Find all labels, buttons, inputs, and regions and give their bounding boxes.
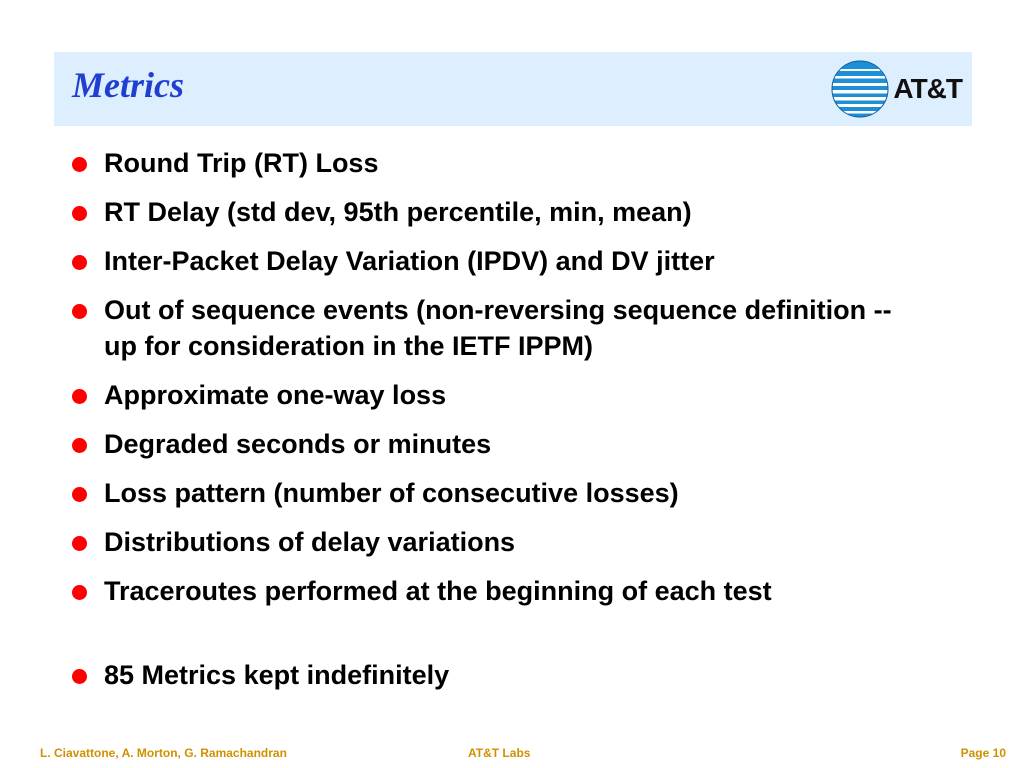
bullet-dot-icon <box>72 487 87 502</box>
bullet-text: Approximate one-way loss <box>104 380 447 410</box>
bullet-item <box>70 194 970 230</box>
bullet-item <box>70 377 970 413</box>
bullet-dot-icon <box>72 206 87 221</box>
bullet-item <box>70 573 970 609</box>
footer-authors: L. Ciavattone, A. Morton, G. Ramachandran <box>40 746 287 760</box>
bullet-text: 85 Metrics kept indefinitely <box>104 660 450 690</box>
att-logo <box>831 60 962 118</box>
logo-text: AT&T <box>893 73 962 104</box>
bullet-text: Distributions of delay variations <box>104 527 516 557</box>
bullet-text: Traceroutes performed at the beginning of each test <box>104 576 772 606</box>
bullet-text: Loss pattern (number of consecutive losses) <box>104 478 679 508</box>
bullet-dot-icon <box>72 585 87 600</box>
bullet-dot-icon <box>72 157 87 172</box>
slide-title: Metrics <box>72 65 184 105</box>
bullet-text: RT Delay (std dev, 95th percentile, min, mean) <box>104 197 692 227</box>
bullet-list <box>70 145 970 706</box>
slide-footer <box>0 740 1024 768</box>
bullet-dot-icon <box>72 536 87 551</box>
bullet-dot-icon <box>72 438 87 453</box>
bullet-item <box>70 475 970 511</box>
bullet-dot-icon <box>72 669 87 684</box>
bullet-dot-icon <box>72 304 87 319</box>
bullet-item <box>70 145 970 181</box>
bullet-text: Degraded seconds or minutes <box>104 429 492 459</box>
footer-page-number: Page 10 <box>960 746 1006 760</box>
bullet-item <box>70 524 970 560</box>
att-globe-icon <box>831 60 889 118</box>
bullet-dot-icon <box>72 255 87 270</box>
bullet-dot-icon <box>72 389 87 404</box>
bullet-text: Inter-Packet Delay Variation (IPDV) and DV jitter <box>104 246 715 276</box>
bullet-item <box>70 292 924 364</box>
bullet-item <box>70 426 970 462</box>
title-band <box>54 52 972 126</box>
bullet-text: Round Trip (RT) Loss <box>104 148 379 178</box>
bullet-item <box>70 657 970 693</box>
bullet-text: Out of sequence events (non-reversing sequence definition -- up for consideration in the IETF IPPM) <box>104 295 892 361</box>
footer-org: AT&T Labs <box>468 746 531 760</box>
bullet-item <box>70 243 970 279</box>
